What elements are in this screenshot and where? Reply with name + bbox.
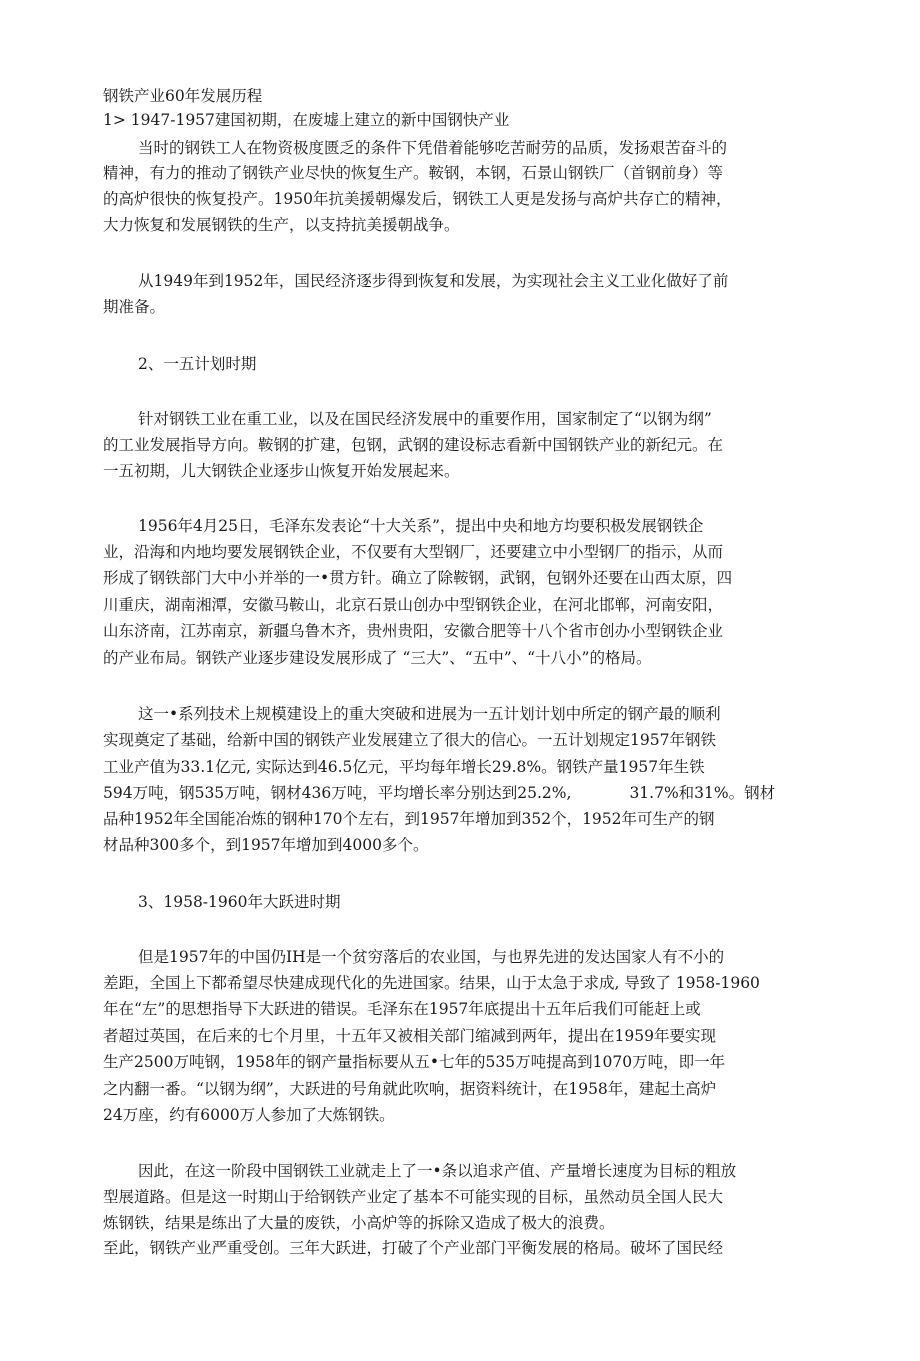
paragraph-line: 年在“左”的思想指导下大跃进的错误。毛泽东在1957年底提出十五年后我们可能赶上或 — [103, 1000, 701, 1018]
paragraph-line-part: 594万吨，钢535万吨，钢材436万吨，平均增长率分别达到25.2%, — [103, 784, 572, 802]
paragraph-line: 1956年4月25日，毛泽东发表论“十大关系”，提出中央和地方均要积极发展钢铁企 — [138, 517, 704, 535]
paragraph-line: 针对钢铁工业在重工业，以及在国民经济发展中的重要作用，国家制定了“以钢为纲” — [138, 410, 712, 428]
paragraph-line: 24万座，约有6000万人参加了大炼钢铁。 — [103, 1106, 395, 1124]
paragraph-line-part: 31.7%和31%。钢材 — [629, 784, 776, 802]
paragraph-line: 品种1952年全国能冶炼的钢种170个左右，到1957年增加到352个，1952年可生产的钢 — [103, 810, 715, 828]
paragraph-line: 大力恢复和发展钢铁的生产，以支持抗美援朝战争。 — [103, 216, 460, 234]
document-title: 钢铁产业60年发展历程 — [103, 87, 263, 105]
paragraph-line: 从1949年到1952年，国民经济逐步得到恢复和发展，为实现社会主义工业化做好了前 — [138, 272, 729, 290]
paragraph-line: 但是1957年的中国仍IH是一个贫穷落后的农业国，与也界先进的发达国家人有不小的 — [138, 948, 725, 966]
paragraph-line: 精神，有力的推动了钢铁产业尽快的恢复生产。鞍钢，本钢，石景山钢铁厂（首钢前身）等 — [103, 164, 724, 182]
paragraph-line: 工业产值为33.1亿元, 实际达到46.5亿元，平均每年增长29.8%。钢铁产量1957年生铁 — [103, 758, 705, 776]
paragraph-line: 川重庆，湖南湘潭，安徽马鞍山，北京石景山创办中型钢铁企业，在河北邯郸，河南安阳， — [103, 596, 724, 614]
paragraph-line: 型展道路。但是这一时期山于给钢铁产业定了基本不可能实现的目标，虽然动员全国人民大 — [103, 1188, 724, 1206]
paragraph-line: 业，沿海和内地均要发展钢铁企业，不仅要有大型钢厂，还要建立中小型钢厂的指示，从而 — [103, 543, 724, 561]
section-2-heading: 2、一五计划时期 — [138, 355, 257, 373]
section-3-heading: 3、1958-1960年大跃进时期 — [138, 893, 341, 911]
paragraph-line: 的工业发展指导方向。鞍钢的扩建，包钢，武钢的建设标志看新中国钢铁产业的新纪元。在 — [103, 436, 724, 454]
paragraph-line: 材品种300多个，到1957年增加到4000多个。 — [103, 836, 429, 854]
paragraph-line: 至此，钢铁产业严重受创。三年大跃进，打破了个产业部门平衡发展的格局。破坏了国民经 — [103, 1239, 724, 1257]
section-1-heading: 1> 1947-1957建国初期，在废墟上建立的新中国钢快产业 — [103, 111, 510, 129]
paragraph-line: 因此，在这一阶段中国钢铁工业就走上了一•条以追求产值、产量增长速度为目标的粗放 — [138, 1162, 737, 1180]
paragraph-line: 这一•系列技术上规模建设上的重大突破和进展为一五计划计划中所定的钢产最的顺利 — [138, 705, 721, 723]
paragraph-line: 之内翻一番。“以钢为纲”，大跃进的号角就此吹响，据资料统计，在1958年，建起土高炉 — [103, 1080, 717, 1098]
paragraph-line: 一五初期，儿大钢铁企业逐步山恢复开始发展起来。 — [103, 462, 460, 480]
paragraph-line: 的产业布局。钢铁产业逐步建设发展形成了 “三大”、“五中”、“十八小”的格局。 — [103, 649, 652, 667]
paragraph-line: 生产2500万吨钢，1958年的钢产量指标要从五•七年的535万吨提高到1070万吨，即一年 — [103, 1053, 726, 1071]
paragraph-line: 的高炉很快的恢复投产。1950年抗美援朝爆发后，钢铁工人更是发扬与高炉共存亡的精神， — [103, 190, 732, 208]
paragraph-line: 当时的钢铁工人在物资极度匮乏的条件下凭借着能够吃苦耐劳的品质，发扬艰苦奋斗的 — [138, 139, 728, 157]
paragraph-line: 实现奠定了基础，给新中国的钢铁产业发展建立了很大的信心。一五计划规定1957年钢铁 — [103, 731, 716, 749]
paragraph-line: 形成了钢铁部门大中小并举的一•贯方针。确立了除鞍钢，武钢，包钢外还要在山西太原，四 — [103, 569, 733, 587]
paragraph-line: 山东济南，江苏南京，新疆乌鲁木齐，贵州贵阳，安徽合肥等十八个省市创办小型钢铁企业 — [103, 622, 724, 640]
paragraph-line: 差距，全国上下都希望尽快建成现代化的先进国家。结果，山于太急于求成, 导致了 1958-1960 — [103, 974, 760, 992]
paragraph-line: 炼钢铁，结果是练出了大量的废铁，小高炉等的拆除又造成了极大的浪费。 — [103, 1214, 615, 1232]
paragraph-line: 期准备。 — [103, 298, 166, 316]
paragraph-line — [103, 782, 775, 804]
paragraph-line: 者超过英国，在后来的七个月里，十五年又被相关部门缩减到两年，提出在1959年要实现 — [103, 1027, 716, 1045]
